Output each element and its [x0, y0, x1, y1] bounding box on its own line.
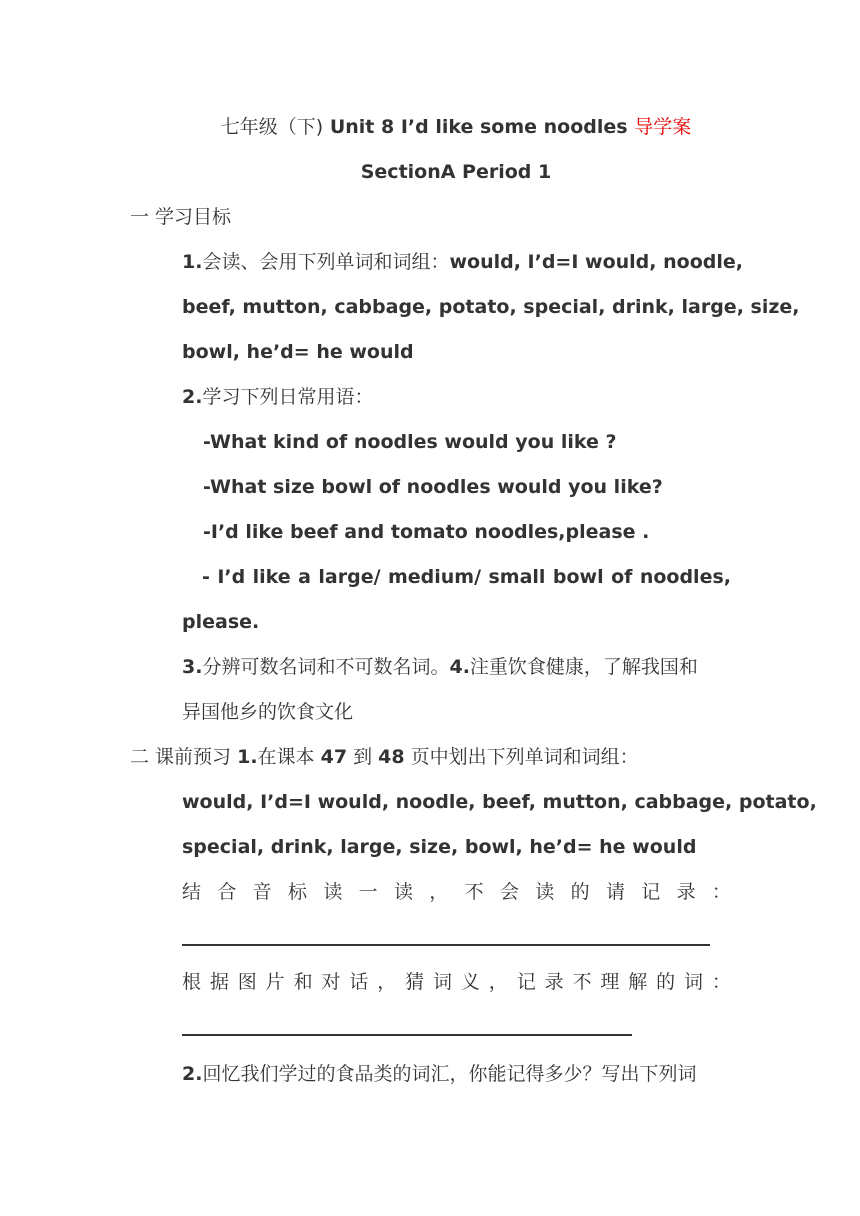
- document-subtitle: SectionA Period 1: [360, 161, 552, 183]
- title-grade: 七年级（下): [220, 116, 324, 138]
- objective-1-words-end: bowl, he’d= he would: [182, 341, 414, 363]
- answer-underline-1: [182, 944, 710, 946]
- read-prompt: 结 合 音 标 读 一 读 ， 不 会 读 的 请 记 录 ：: [182, 881, 731, 903]
- objective-3-4: 3.分辨可数名词和不可数名词。4.注重饮食健康，了解我国和: [182, 656, 698, 678]
- section2-heading: 二 课前预习 1.在课本 47 到 48 页中划出下列单词和词组：: [130, 746, 639, 768]
- section1-heading: 一 学习目标: [130, 206, 232, 228]
- preview-words: would, I’d=I would, noodle, beef, mutton, cabbage, potato,: [182, 791, 817, 813]
- answer-underline-2: [182, 1034, 632, 1036]
- objective-1: 1.会读、会用下列单词和词组：would, I’d=I would, noodle,: [182, 251, 743, 273]
- preview-item-2: 2.回忆我们学过的食品类的词汇，你能记得多少？写出下列词: [182, 1063, 697, 1085]
- dialog-line-2: -What size bowl of noodles would you like?: [203, 476, 663, 498]
- guess-prompt: 根 据 图 片 和 对 话 ， 猜 词 义 ， 记 录 不 理 解 的 词 ：: [182, 971, 731, 993]
- dialog-line-4: - I’d like a large/ medium/ small bowl of noodles,: [202, 566, 731, 588]
- preview-words-end: special, drink, large, size, bowl, he’d= he would: [182, 836, 697, 858]
- objective-4-end: 异国他乡的饮食文化: [182, 701, 354, 723]
- document-title: [0, 115, 860, 139]
- title-unit: Unit 8 I’d like some noodles: [323, 116, 635, 138]
- objective-1-words: beef, mutton, cabbage, potato, special, drink, large, size,: [182, 296, 800, 318]
- dialog-line-3: -I’d like beef and tomato noodles,please .: [203, 521, 650, 543]
- objective-2: 2.学习下列日常用语：: [182, 386, 374, 408]
- dialog-line-1: -What kind of noodles would you like ?: [203, 431, 617, 453]
- title-guide-label: 导学案: [634, 116, 692, 138]
- dialog-line-4-end: please.: [182, 611, 260, 633]
